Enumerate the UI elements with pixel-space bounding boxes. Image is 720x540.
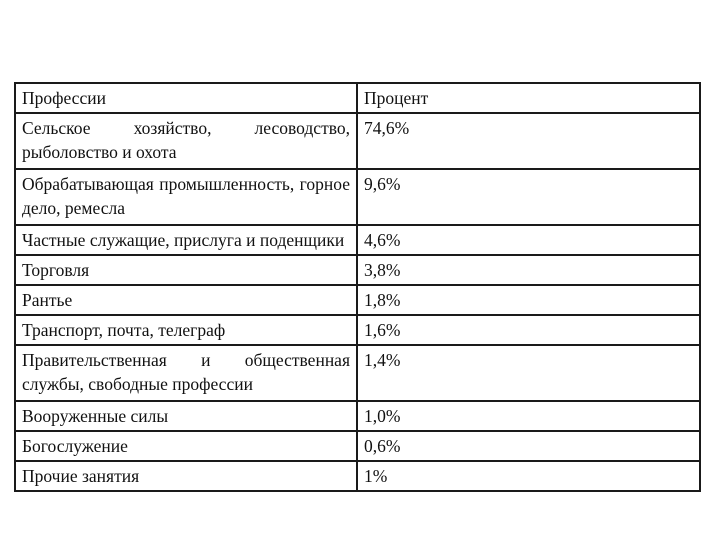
table-header-row <box>15 83 700 113</box>
table-row <box>15 255 700 285</box>
percent-cell: 9,6% <box>357 169 700 225</box>
header-percent: Процент <box>357 83 700 113</box>
percent-cell: 3,8% <box>357 255 700 285</box>
profession-cell: Сельское хозяйство, лесоводство, рыболовство и охота <box>15 113 357 169</box>
profession-cell: Богослужение <box>15 431 357 461</box>
professions-table <box>14 82 701 492</box>
percent-cell: 1,6% <box>357 315 700 345</box>
table-row <box>15 345 700 401</box>
table-row <box>15 315 700 345</box>
table-row <box>15 461 700 491</box>
percent-cell: 74,6% <box>357 113 700 169</box>
profession-cell: Вооруженные силы <box>15 401 357 431</box>
profession-cell: Транспорт, почта, телеграф <box>15 315 357 345</box>
profession-cell: Торговля <box>15 255 357 285</box>
table-row <box>15 225 700 255</box>
professions-table-container <box>14 82 699 492</box>
table-row <box>15 113 700 169</box>
profession-cell: Прочие занятия <box>15 461 357 491</box>
table-row <box>15 285 700 315</box>
profession-cell: Частные служащие, прислуга и поденщики <box>15 225 357 255</box>
percent-cell: 4,6% <box>357 225 700 255</box>
percent-cell: 1% <box>357 461 700 491</box>
percent-cell: 0,6% <box>357 431 700 461</box>
profession-cell: Обрабатывающая промышленность, горное дело, ремесла <box>15 169 357 225</box>
profession-cell: Правительственная и общественная службы, свободные профессии <box>15 345 357 401</box>
table-row <box>15 401 700 431</box>
table-row <box>15 431 700 461</box>
percent-cell: 1,4% <box>357 345 700 401</box>
percent-cell: 1,8% <box>357 285 700 315</box>
header-professions: Профессии <box>15 83 357 113</box>
profession-cell: Рантье <box>15 285 357 315</box>
table-row <box>15 169 700 225</box>
percent-cell: 1,0% <box>357 401 700 431</box>
